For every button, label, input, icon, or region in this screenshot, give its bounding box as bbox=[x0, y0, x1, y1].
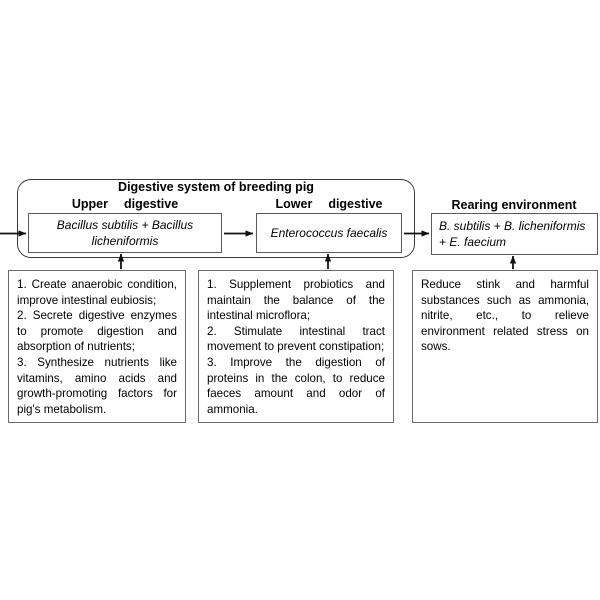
lower-digestive-heading-word2: digestive bbox=[328, 197, 383, 211]
description-box-lower-digestive bbox=[198, 270, 394, 423]
description-line: 1. Create anaerobic condition, improve intestinal eubiosis; bbox=[17, 278, 177, 307]
description-line: 3. Synthesize nutrients like vitamins, amino acids and growth-promoting factors for pig's metabolism. bbox=[17, 355, 177, 416]
node-lower-digestive-species: Enterococcus faecalis bbox=[256, 213, 402, 253]
lower-digestive-heading-word1: Lower bbox=[275, 197, 313, 211]
upper-digestive-heading bbox=[28, 197, 222, 211]
description-line: Reduce stink and harmful substances such as ammonia, nitrite, etc., to relieve environment related stress on sows. bbox=[421, 278, 589, 354]
description-box-upper-digestive bbox=[8, 270, 186, 423]
description-line: 1. Supplement probiotics and maintain the balance of the intestinal microflora; bbox=[207, 278, 385, 323]
upper-digestive-heading-word2: digestive bbox=[123, 197, 179, 211]
description-line: 2. Secrete digestive enzymes to promote digestion and absorption of nutrients; bbox=[17, 309, 177, 354]
lower-digestive-heading bbox=[256, 197, 402, 211]
digestive-system-title: Digestive system of breeding pig bbox=[118, 180, 314, 194]
description-line: 3. Improve the digestion of proteins in the colon, to reduce faeces amount and odor of ammonia. bbox=[207, 355, 385, 416]
upper-digestive-heading-word1: Upper bbox=[71, 197, 108, 211]
rearing-environment-title: Rearing environment bbox=[451, 198, 577, 212]
description-box-rearing-environment bbox=[412, 270, 598, 423]
node-rearing-environment-species: B. subtilis + B. licheniformis + E. faecium bbox=[431, 213, 598, 255]
description-line: 2. Stimulate intestinal tract movement to prevent constipation; bbox=[207, 324, 385, 354]
node-upper-digestive-species: Bacillus subtilis + Bacillus licheniformis bbox=[28, 213, 222, 253]
